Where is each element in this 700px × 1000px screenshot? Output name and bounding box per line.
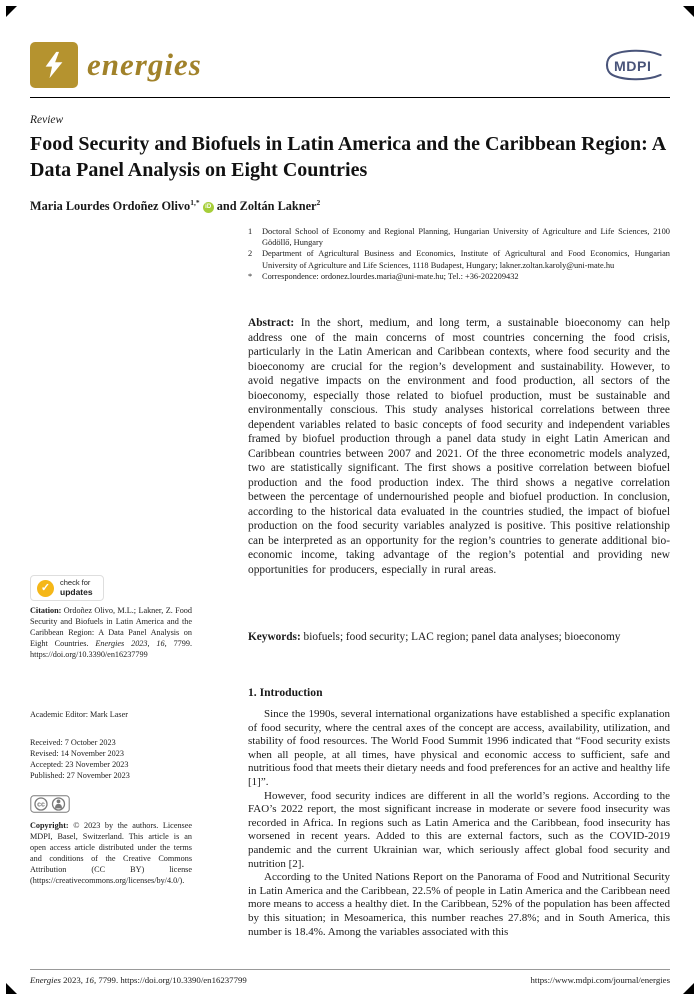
- published-date: Published: 27 November 2023: [30, 771, 130, 780]
- lightning-bolt-icon: [30, 42, 78, 88]
- citation-label: Citation:: [30, 606, 62, 615]
- affiliation-item: [248, 248, 670, 270]
- author-1: Maria Lourdes Ordoñez Olivo: [30, 199, 191, 214]
- paper-title: Food Security and Biofuels in Latin America and the Caribbean Region: A Data Panel Analysis on Eight Countries: [30, 133, 666, 181]
- footer-journal-name: Energies: [30, 975, 61, 985]
- citation-pages: 7799.: [166, 639, 192, 648]
- affiliation-marker: 2: [248, 249, 253, 259]
- header-rule: [30, 97, 670, 98]
- affiliation-text: Doctoral School of Economy and Regional Planning, Hungarian University of Agriculture and Life Sciences, 2100 Gödöllő, Hungary: [262, 227, 670, 248]
- abstract-text: In the short, medium, and long term, a sustainable bioeconomy can help address one of the main concerns of most countries concerning the food crisis, particularly in the Latin American and Caribbean contexts, where food security and the bioeconomy are crucial for the region’s development and sustainability. However, to avoid negative impacts on the environment and food production, all sectors of the bioeconomy, especially those related to biofuel production, must be sustainable and environmentally conscious. This study analyses historical correlations between three dependent variables related to basic concepts of food security and independent variables framed by biofuel production through a panel data study in eight Latin American and Caribbean countries between 2007 and 2021. Of the three econometric models analyzed, two are statistically significant. The first shows a positive correlation between biofuel production and the food production index. The third shows a negative correlation between the percentage of undernourished people and biofuel production. In conclusion, according to the historical data evaluated in the countries studied, the impact of biofuel production on the food security variables analyzed is positive. This positive relationship can be interpreted as an opportunity for the region’s countries to generate additional bio-economic income, taking advantage of the region’s potential and providing new opportunities for producers, especially in rural areas.: [248, 317, 670, 576]
- affiliation-text: Department of Agricultural Business and Economics, Institute of Agricultural and Food Economics, Hungarian University of Agriculture and Life Sciences, 1118 Budapest, Hungary; lakner.zoltan.karoly@uni-mate.hu: [262, 249, 670, 270]
- mdpi-logo[interactable]: [602, 47, 670, 83]
- keywords-text: biofuels; food security; LAC region; panel data analyses; bioeconomy: [303, 631, 621, 643]
- academic-editor: Academic Editor: Mark Laser: [30, 710, 128, 719]
- copyright-text: © 2023 by the authors. Licensee MDPI, Basel, Switzerland. This article is an open access article distributed under the terms and conditions of the Creative Commons Attribution (CC BY) license (https://creativecommons.org/licenses/by/4.0/).: [30, 821, 192, 885]
- check-updates-label: [60, 579, 93, 597]
- footer-doi-link[interactable]: https://doi.org/10.3390/en16237799: [120, 975, 247, 985]
- article-type: Review: [30, 114, 64, 126]
- orcid-icon[interactable]: iD: [203, 202, 214, 213]
- crop-mark-bottom-left: [6, 983, 17, 994]
- crop-mark-top-left: [6, 6, 17, 17]
- affiliations-list: [248, 226, 670, 282]
- intro-paragraph-3: According to the United Nations Report on the Panorama of Food and Nutritional Security in Latin America and the Caribbean, 22.5% of people in Latin America and the Caribbean need more means to access a healthy diet. In the Caribbean, 52% of the population has been affected by this situation; in Mesoamerica, this number reaches 27.8%; and in South America, this number is 18.4%. Among the variables associated with this: [248, 871, 670, 938]
- journal-masthead: [30, 40, 670, 90]
- received-date: Received: 7 October 2023: [30, 738, 116, 747]
- by-person-icon: [53, 798, 65, 810]
- keywords-block: [248, 630, 670, 645]
- copyright-label: Copyright:: [30, 821, 69, 830]
- footer-part-b: , 7799.: [93, 975, 121, 985]
- history-dates: [30, 737, 192, 781]
- affiliation-item: [248, 271, 670, 282]
- page-footer: [30, 975, 670, 985]
- keywords-label: Keywords:: [248, 631, 301, 643]
- mdpi-wordmark: MDPI: [614, 57, 652, 74]
- footer-rule: [30, 969, 670, 970]
- cc-letters: cc: [37, 801, 45, 809]
- copyright-block: [30, 820, 192, 886]
- crop-mark-bottom-right: [683, 983, 694, 994]
- cc-by-license-badge[interactable]: [30, 795, 70, 816]
- authors-line: [30, 198, 320, 214]
- footer-citation: [30, 975, 247, 985]
- affiliation-marker: *: [248, 271, 253, 281]
- crossmark-check-icon: ✓: [37, 580, 54, 597]
- citation-body: Ordoñez Olivo, M.L.; Lakner, Z. Food Security and Biofuels in Latin America and the Caribbean Region: A Data Panel Analysis on Eight Countries.: [30, 606, 192, 648]
- abstract-label: Abstract:: [248, 317, 295, 329]
- footer-part-a: 2023,: [60, 975, 86, 985]
- affiliation-marker: 1: [248, 227, 253, 236]
- citation-journal: Energies 2023, 16,: [95, 639, 167, 648]
- check-updates-line1: check for: [60, 578, 91, 587]
- authors-and: and: [216, 199, 237, 214]
- energies-logo[interactable]: [30, 42, 202, 88]
- footer-journal-link[interactable]: https://www.mdpi.com/journal/energies: [530, 975, 670, 985]
- correspondence-text[interactable]: Correspondence: ordonez.lourdes.maria@uni-mate.hu; Tel.: +36-202209432: [262, 271, 519, 281]
- journal-name: energies: [87, 47, 202, 82]
- footer-volume: 16: [85, 975, 94, 985]
- check-updates-line2: updates: [60, 586, 93, 597]
- crop-mark-top-right: [683, 6, 694, 17]
- intro-paragraph-1: Since the 1990s, several international organizations have established a specific explanation of food security, where the central axes of the concept are access, availability, utilization, and stability of food resources. The World Food Summit 1996 indicated that “Food security exists when all people, at all times, have physical and economic access to sufficient, safe and nutritious food that meets their dietary needs and food preferences for an active and healthy life [1]”.: [248, 708, 670, 788]
- citation-block: [30, 605, 192, 660]
- introduction-section: [248, 686, 670, 939]
- abstract-block: [248, 316, 670, 577]
- intro-paragraph-2: However, food security indices are different in all the world’s regions. According to the FAO’s 2022 report, the most significant increase in moderate or severe food insecurity was recorded in Africa. In regions such as Latin America and the Caribbean, food insecurity has worsened in recent years. Added to this are external factors, such as the COVID-2019 pandemic and the current Ukrainian war, which seriously affect global food security and nutrition [2].: [248, 789, 670, 870]
- revised-date: Revised: 14 November 2023: [30, 749, 124, 758]
- author-2-marker: 2: [316, 198, 321, 207]
- accepted-date: Accepted: 23 November 2023: [30, 760, 129, 769]
- affiliation-item: [248, 226, 670, 248]
- check-for-updates-badge[interactable]: [30, 575, 104, 601]
- citation-doi-link[interactable]: https://doi.org/10.3390/en16237799: [30, 650, 148, 659]
- author-1-marker: 1,*: [190, 198, 200, 207]
- author-2: Zoltán Lakner: [239, 199, 317, 214]
- introduction-heading: 1. Introduction: [248, 686, 323, 699]
